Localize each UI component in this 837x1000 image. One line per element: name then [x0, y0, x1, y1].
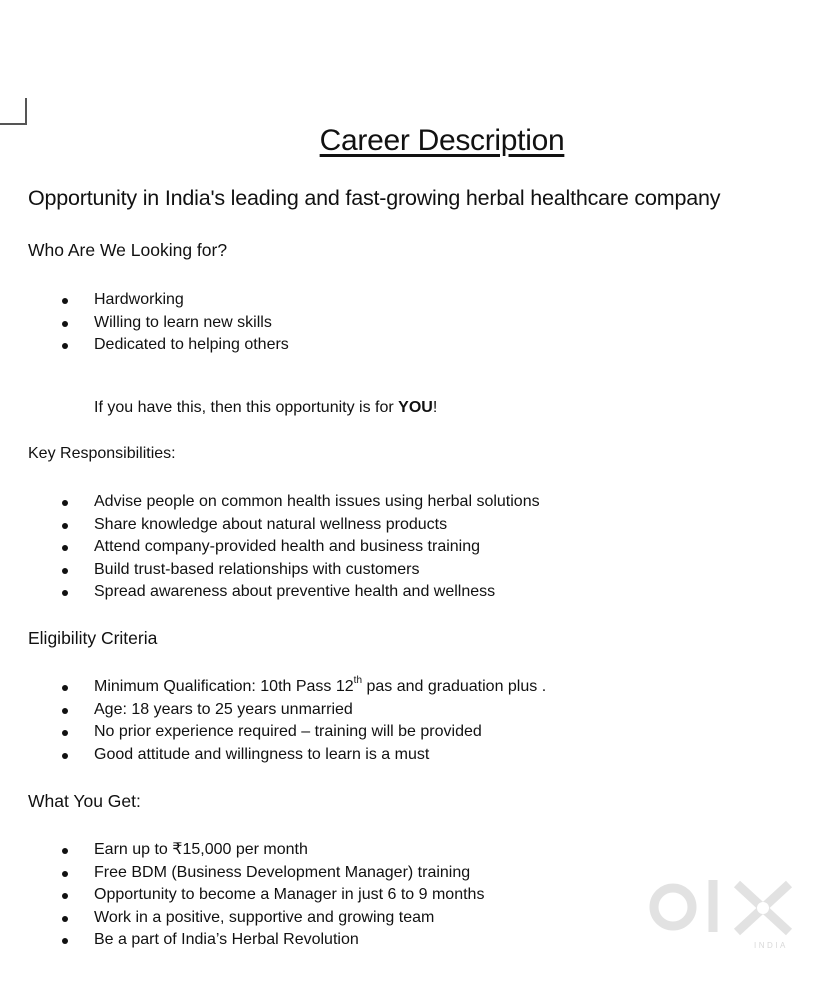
page-corner-mark	[0, 98, 27, 125]
list-item: Work in a positive, supportive and growing team	[0, 907, 484, 930]
looking-for-list	[0, 289, 289, 357]
olx-watermark-logo	[649, 874, 799, 954]
list-item: Free BDM (Business Development Manager) training	[0, 862, 484, 885]
bullet-icon	[62, 708, 68, 714]
list-item: Share knowledge about natural wellness products	[0, 514, 540, 537]
list-item: Build trust-based relationships with customers	[0, 559, 540, 582]
list-item: Dedicated to helping others	[0, 334, 289, 357]
page-title: Career Description	[319, 124, 565, 157]
bullet-icon	[62, 730, 68, 736]
bullet-icon	[62, 343, 68, 349]
bullet-icon	[62, 298, 68, 304]
eligibility-list	[0, 676, 546, 766]
section-heading-responsibilities: Key Responsibilities:	[28, 445, 176, 462]
bullet-icon	[62, 753, 68, 759]
list-item: Advise people on common health issues using herbal solutions	[0, 491, 540, 514]
bullet-icon	[62, 590, 68, 596]
bullet-icon	[62, 568, 68, 574]
section-heading-benefits: What You Get:	[28, 791, 141, 811]
list-item: Spread awareness about preventive health and wellness	[0, 581, 540, 604]
benefits-list	[0, 839, 484, 952]
opportunity-note: If you have this, then this opportunity is for YOU!	[94, 399, 438, 416]
bullet-icon	[62, 523, 68, 529]
list-item: Good attitude and willingness to learn is a must	[0, 744, 546, 767]
list-item: Willing to learn new skills	[0, 312, 289, 335]
bullet-icon	[62, 500, 68, 506]
bullet-icon	[62, 938, 68, 944]
page-subtitle: Opportunity in India's leading and fast-growing herbal healthcare company	[28, 186, 721, 210]
list-item: Minimum Qualification: 10th Pass 12th pas and graduation plus .	[0, 676, 546, 699]
list-item: Age: 18 years to 25 years unmarried	[0, 699, 546, 722]
section-heading-looking-for: Who Are We Looking for?	[28, 240, 228, 260]
section-heading-eligibility: Eligibility Criteria	[28, 628, 158, 648]
list-item: Earn up to ₹15,000 per month	[0, 839, 484, 862]
responsibilities-list	[0, 491, 540, 604]
bullet-icon	[62, 848, 68, 854]
bullet-icon	[62, 321, 68, 327]
list-item: Be a part of India’s Herbal Revolution	[0, 929, 484, 952]
list-item: Attend company-provided health and business training	[0, 536, 540, 559]
bullet-icon	[62, 685, 68, 691]
svg-text:INDIA: INDIA	[754, 941, 788, 950]
note-emphasis: YOU	[398, 399, 433, 416]
bullet-icon	[62, 871, 68, 877]
bullet-icon	[62, 893, 68, 899]
list-item: Opportunity to become a Manager in just 6 to 9 months	[0, 884, 484, 907]
bullet-icon	[62, 545, 68, 551]
bullet-icon	[62, 916, 68, 922]
list-item: No prior experience required – training will be provided	[0, 721, 546, 744]
list-item: Hardworking	[0, 289, 289, 312]
